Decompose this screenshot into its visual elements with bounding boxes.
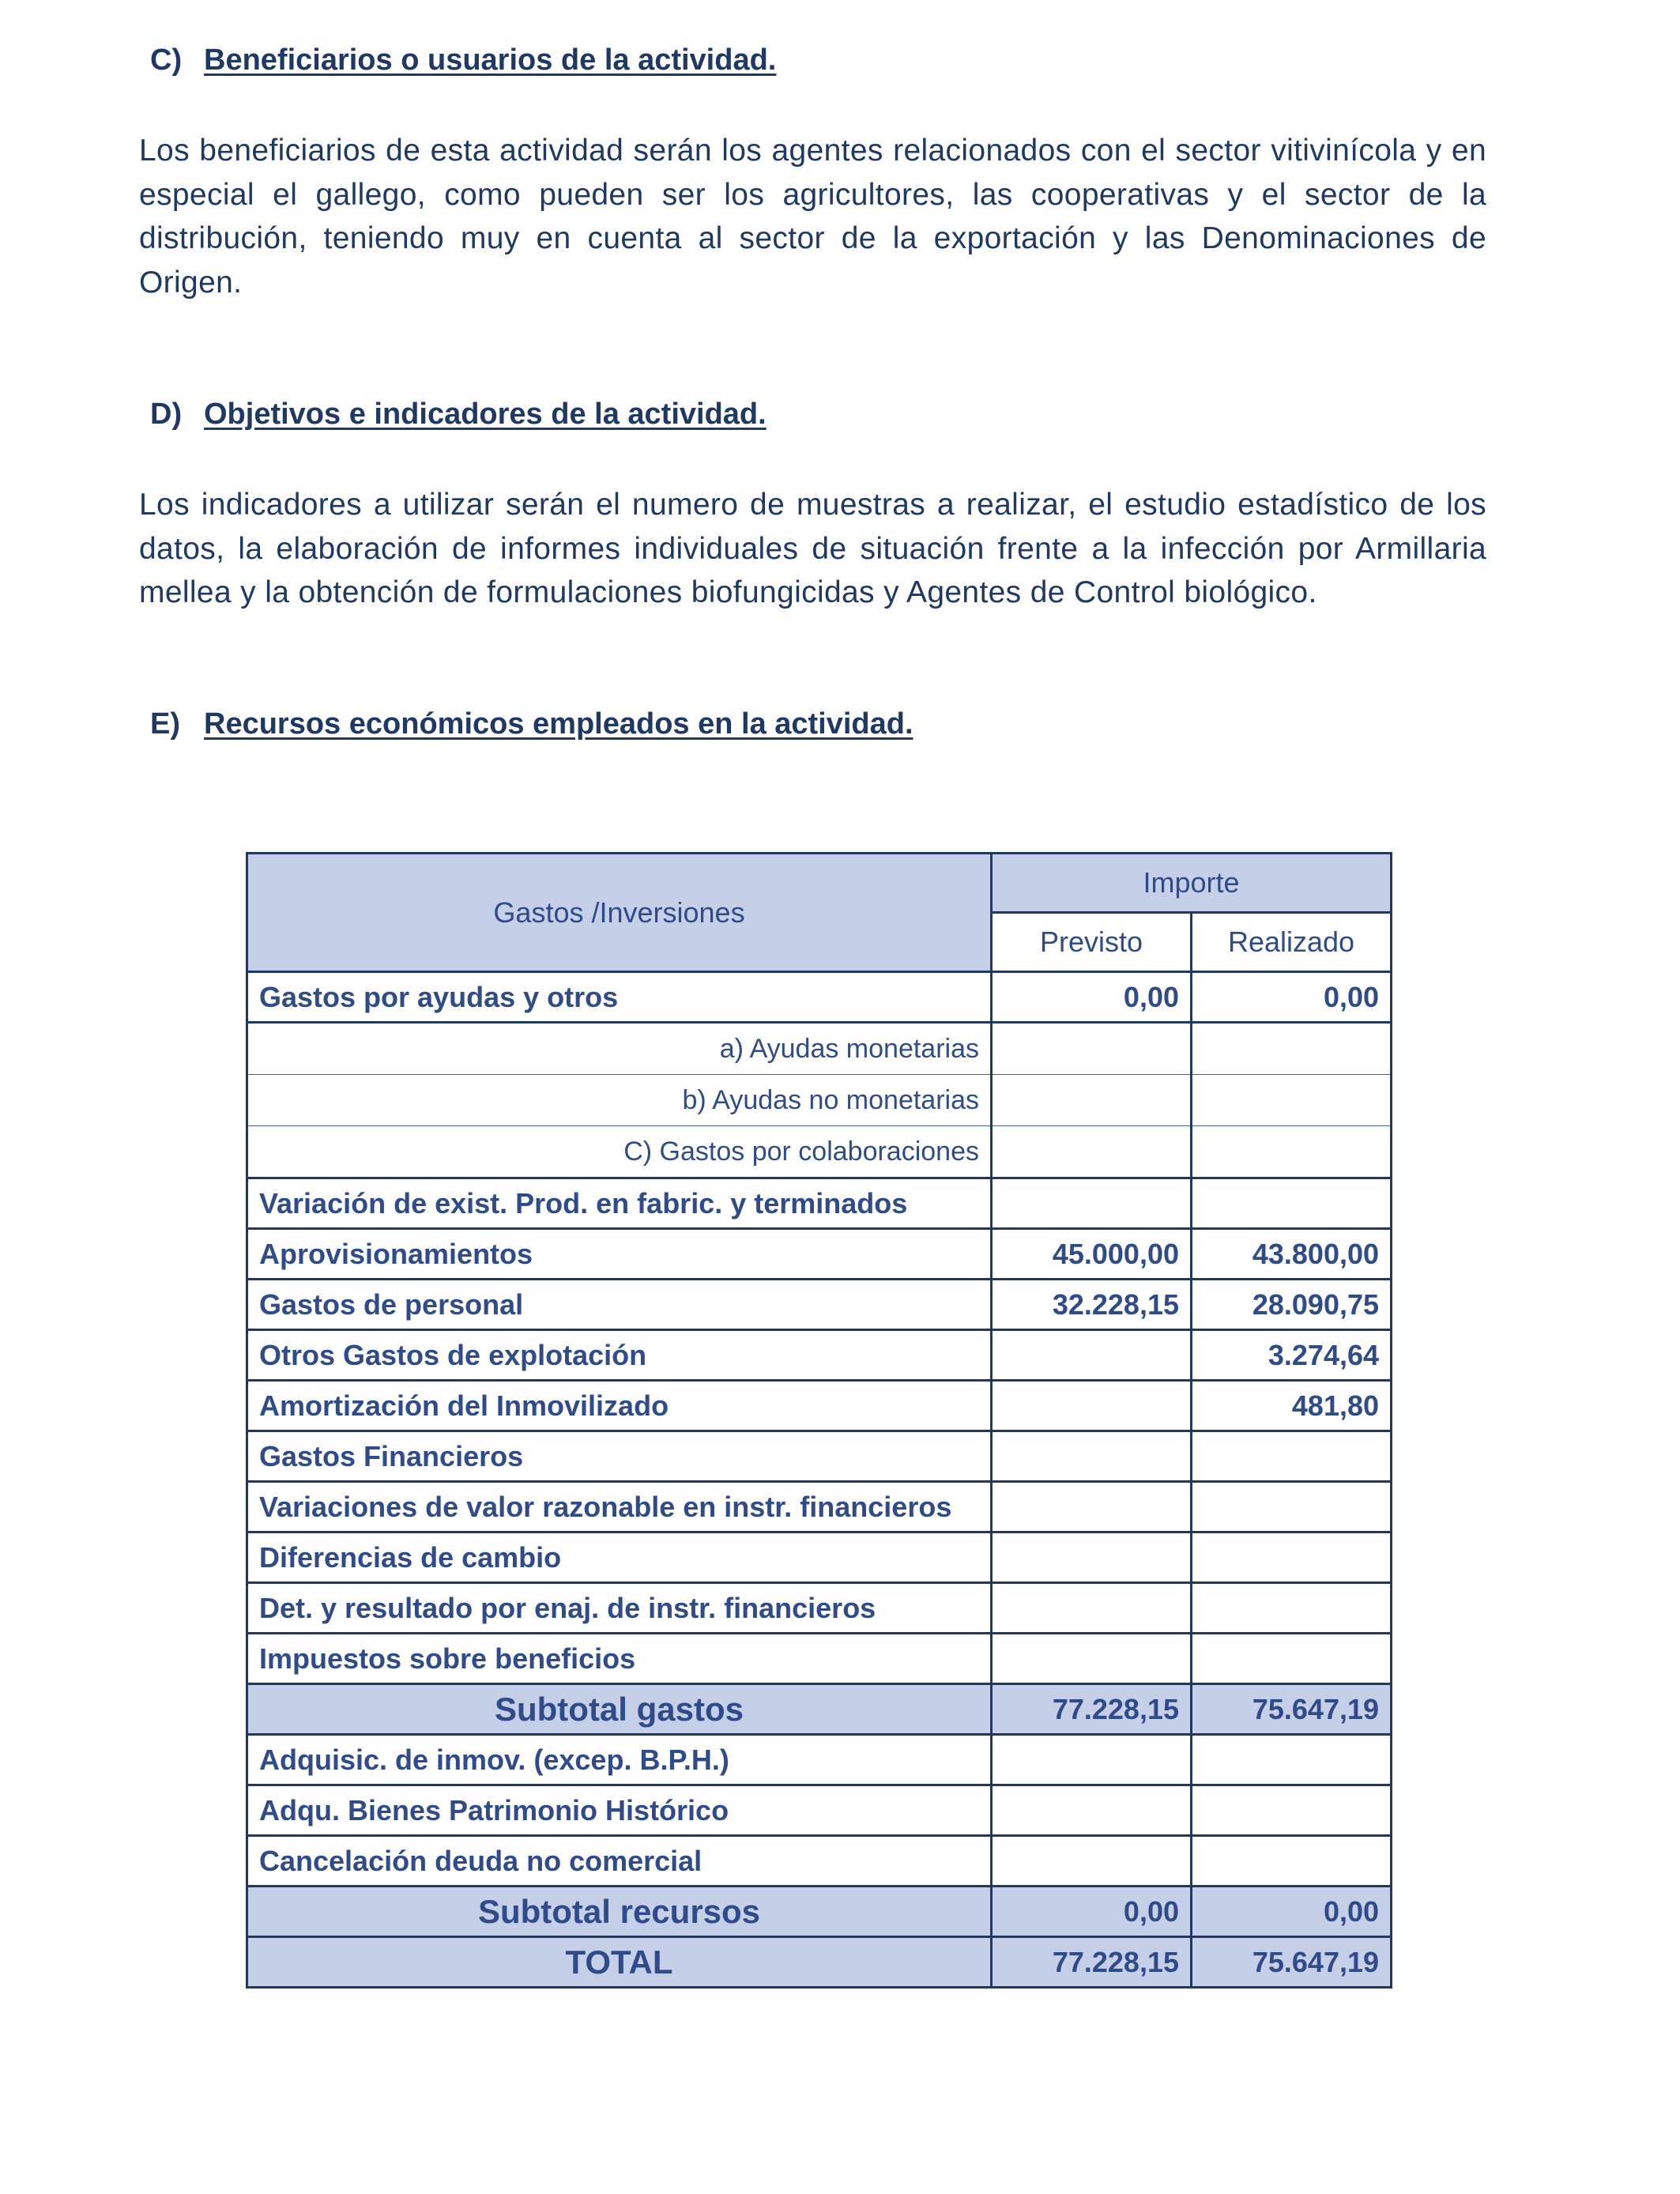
row-previsto: 45.000,00 [992, 1229, 1192, 1280]
row-label: Impuestos sobre beneficios [247, 1634, 992, 1684]
row-realizado [1192, 1482, 1392, 1532]
row-label: C) Gastos por colaboraciones [247, 1126, 992, 1178]
header-gastos-inversiones: Gastos /Inversiones [247, 854, 992, 972]
row-realizado [1192, 1735, 1392, 1785]
row-label: Det. y resultado por enaj. de instr. financieros [247, 1583, 992, 1634]
row-previsto [992, 1178, 1192, 1229]
row-realizado [1192, 1023, 1392, 1075]
row-previsto [992, 1634, 1192, 1684]
row-realizado: 481,80 [1192, 1381, 1392, 1431]
table-row [247, 1684, 1392, 1735]
header-realizado: Realizado [1192, 913, 1392, 972]
row-label: Diferencias de cambio [247, 1532, 992, 1583]
budget-table-body [247, 854, 1392, 1988]
row-label: Adquisic. de inmov. (excep. B.P.H.) [247, 1735, 992, 1785]
row-realizado [1192, 1583, 1392, 1634]
table-row [247, 972, 1392, 1023]
row-previsto [992, 1836, 1192, 1887]
table-row [247, 1431, 1392, 1482]
row-realizado: 28.090,75 [1192, 1280, 1392, 1330]
table-row [247, 1381, 1392, 1431]
row-label: Subtotal recursos [247, 1887, 992, 1937]
row-label: Gastos por ayudas y otros [247, 972, 992, 1023]
table-row [247, 1937, 1392, 1988]
row-realizado [1192, 1178, 1392, 1229]
row-label: Variaciones de valor razonable en instr. financieros [247, 1482, 992, 1532]
table-row [247, 1075, 1392, 1126]
table-row [247, 1482, 1392, 1532]
row-previsto: 0,00 [992, 972, 1192, 1023]
row-previsto: 32.228,15 [992, 1280, 1192, 1330]
row-previsto [992, 1532, 1192, 1583]
table-row [247, 1735, 1392, 1785]
table-row [247, 1634, 1392, 1684]
row-label: Otros Gastos de explotación [247, 1330, 992, 1381]
table-row [247, 1583, 1392, 1634]
row-previsto: 77.228,15 [992, 1684, 1192, 1735]
table-row [247, 1887, 1392, 1937]
header-importe: Importe [992, 854, 1392, 913]
row-previsto: 0,00 [992, 1887, 1192, 1937]
row-realizado [1192, 1075, 1392, 1126]
budget-table [246, 852, 1392, 1989]
row-previsto [992, 1126, 1192, 1178]
section-e-title: Recursos económicos empleados en la actividad. [204, 707, 913, 741]
section-d-heading [150, 398, 767, 432]
table-header-row [247, 854, 1392, 913]
row-label: Amortización del Inmovilizado [247, 1381, 992, 1431]
table-row [247, 1532, 1392, 1583]
section-c-letter: C) [150, 43, 183, 77]
section-c-title: Beneficiarios o usuarios de la actividad. [204, 43, 777, 77]
row-previsto [992, 1583, 1192, 1634]
row-label: Cancelación deuda no comercial [247, 1836, 992, 1887]
row-label: TOTAL [247, 1937, 992, 1988]
section-d-paragraph: Los indicadores a utilizar serán el numero de muestras a realizar, el estudio estadístico de los datos, la elaboración de informes individuales de situación frente a la infección por Armillaria mellea y la obtención de formulaciones biofungicidas y Agentes de Control biológico. [139, 488, 1486, 609]
row-realizado [1192, 1634, 1392, 1684]
row-realizado [1192, 1785, 1392, 1836]
row-realizado: 75.647,19 [1192, 1684, 1392, 1735]
section-e-letter: E) [150, 707, 180, 741]
table-row [247, 1330, 1392, 1381]
row-previsto: 77.228,15 [992, 1937, 1192, 1988]
section-c-paragraph: Los beneficiarios de esta actividad serán los agentes relacionados con el sector vitivinícola y en especial el gallego, como pueden ser los agricultores, las cooperativas y el sector de la distribución, teniendo muy en cuenta al sector de la exportación y las Denominaciones de Origen. [139, 134, 1486, 300]
row-realizado: 3.274,64 [1192, 1330, 1392, 1381]
row-label: b) Ayudas no monetarias [247, 1075, 992, 1126]
table-row [247, 1023, 1392, 1075]
row-realizado: 0,00 [1192, 972, 1392, 1023]
section-d-title: Objetivos e indicadores de la actividad. [204, 398, 767, 431]
row-previsto [992, 1785, 1192, 1836]
row-realizado: 75.647,19 [1192, 1937, 1392, 1988]
row-label: Adqu. Bienes Patrimonio Histórico [247, 1785, 992, 1836]
row-previsto [992, 1735, 1192, 1785]
section-e-heading [150, 707, 913, 741]
row-label: Subtotal gastos [247, 1684, 992, 1735]
row-realizado [1192, 1431, 1392, 1482]
section-d-letter: D) [150, 398, 183, 431]
table-row [247, 1178, 1392, 1229]
row-previsto [992, 1431, 1192, 1482]
row-previsto [992, 1075, 1192, 1126]
table-row [247, 1280, 1392, 1330]
row-label: Gastos de personal [247, 1280, 992, 1330]
row-realizado: 0,00 [1192, 1887, 1392, 1937]
row-previsto [992, 1023, 1192, 1075]
row-previsto [992, 1330, 1192, 1381]
row-realizado [1192, 1836, 1392, 1887]
row-realizado [1192, 1126, 1392, 1178]
row-label: Gastos Financieros [247, 1431, 992, 1482]
row-label: Variación de exist. Prod. en fabric. y terminados [247, 1178, 992, 1229]
row-label: a) Ayudas monetarias [247, 1023, 992, 1075]
row-realizado: 43.800,00 [1192, 1229, 1392, 1280]
table-row [247, 1785, 1392, 1836]
row-previsto [992, 1381, 1192, 1431]
table-row [247, 1229, 1392, 1280]
table-row [247, 1836, 1392, 1887]
row-label: Aprovisionamientos [247, 1229, 992, 1280]
row-previsto [992, 1482, 1192, 1532]
table-row [247, 1126, 1392, 1178]
section-c-heading [150, 43, 776, 77]
row-realizado [1192, 1532, 1392, 1583]
header-previsto: Previsto [992, 913, 1192, 972]
